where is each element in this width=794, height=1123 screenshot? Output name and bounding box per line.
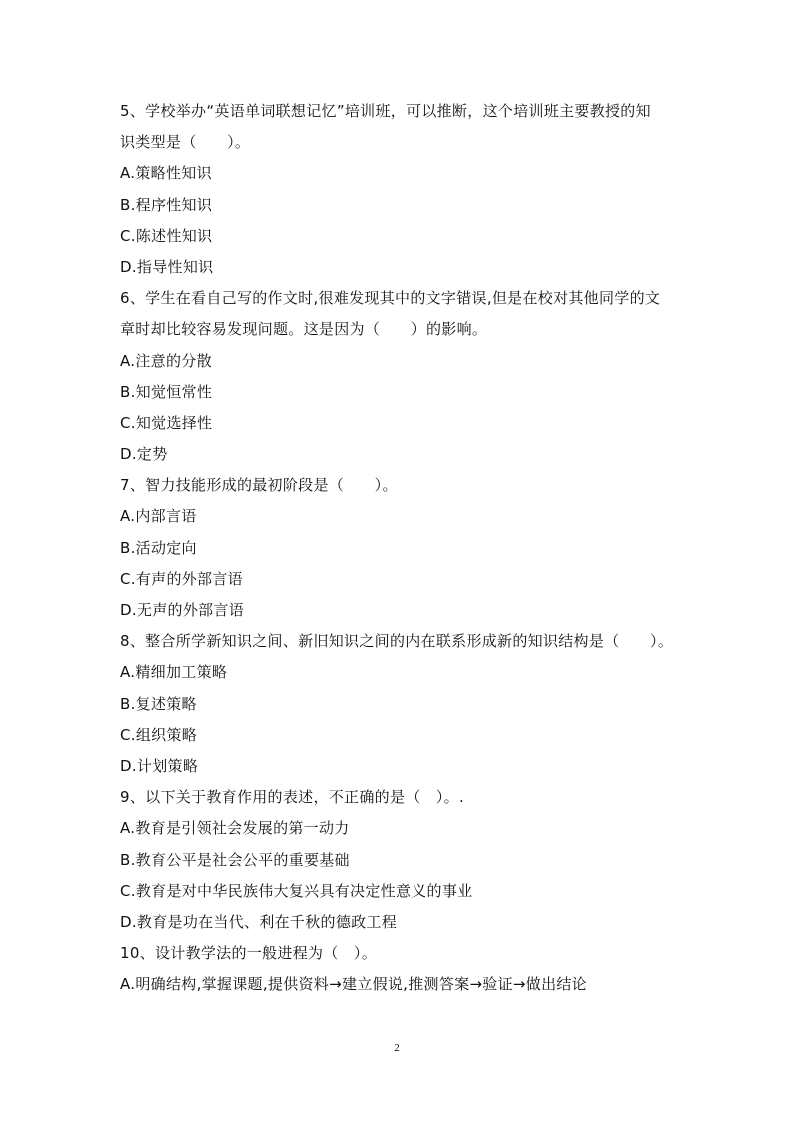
question-5 xyxy=(120,96,680,283)
option-a: A.策略性知识 xyxy=(120,164,212,183)
option-b: B.活动定向 xyxy=(120,538,197,557)
question-stem-line: 6、学生在看自己写的作文时,很难发现其中的文字错误,但是在校对其他同学的文 xyxy=(120,289,661,308)
option-d: D.指导性知识 xyxy=(120,257,214,276)
option-a: A.明确结构,掌握课题,提供资料→建立假说,推测答案→验证→做出结论 xyxy=(120,975,587,994)
option-b: B.程序性知识 xyxy=(120,195,213,214)
option-c: C.陈述性知识 xyxy=(120,226,213,245)
question-stem-line: 7、智力技能形成的最初阶段是（ ）。 xyxy=(120,476,398,495)
document-body xyxy=(120,96,680,1000)
question-stem-line: 8、整合所学新知识之间、新旧知识之间的内在联系形成新的知识结构是（ ）。 xyxy=(120,632,674,651)
option-c: C.有声的外部言语 xyxy=(120,569,243,588)
option-a: A.内部言语 xyxy=(120,507,197,526)
question-stem-line: 10、设计教学法的一般进程为（ ）。 xyxy=(120,944,377,963)
page-number: 2 xyxy=(394,1042,400,1054)
question-stem-line: 章时却比较容易发现问题。这是因为（ ）的影响。 xyxy=(120,320,488,339)
question-stem-line: 5、学校举办“英语单词联想记忆”培训班，可以推断，这个培训班主要教授的知 xyxy=(120,102,651,120)
question-stem-line: 识类型是（ ）。 xyxy=(120,133,251,152)
option-c: C.组织策略 xyxy=(120,725,198,744)
option-c: C.知觉选择性 xyxy=(120,413,213,432)
option-c: C.教育是对中华民族伟大复兴具有决定性意义的事业 xyxy=(120,881,473,900)
option-d: D.计划策略 xyxy=(120,756,199,775)
option-b: B.复述策略 xyxy=(120,694,197,713)
question-stem-line: 9、以下关于教育作用的表述，不正确的是（ ）。. xyxy=(120,788,465,807)
question-6 xyxy=(120,283,680,470)
question-9 xyxy=(120,782,680,938)
option-d: D.教育是功在当代、利在千秋的德政工程 xyxy=(120,912,398,931)
option-d: D.定势 xyxy=(120,445,168,464)
option-a: A.精细加工策略 xyxy=(120,663,228,682)
question-10 xyxy=(120,938,680,1000)
question-7 xyxy=(120,470,680,626)
option-a: A.教育是引领社会发展的第一动力 xyxy=(120,819,350,838)
option-b: B.教育公平是社会公平的重要基础 xyxy=(120,850,350,869)
option-b: B.知觉恒常性 xyxy=(120,382,213,401)
option-d: D.无声的外部言语 xyxy=(120,601,245,619)
option-a: A.注意的分散 xyxy=(120,351,212,370)
question-8 xyxy=(120,626,680,782)
